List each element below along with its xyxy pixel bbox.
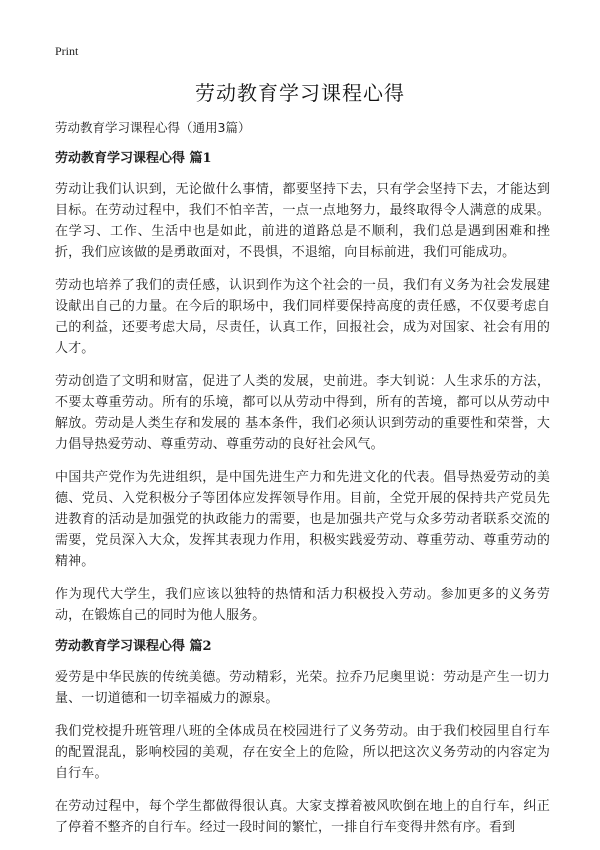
document-body [55, 119, 550, 850]
paragraph: 在劳动过程中，每个学生都做得很认真。大家支撑着被风吹倒在地上的自行车，纠正了停着不整齐的自行车。经过一段时间的繁忙，一排自行车变得井然有序。看到 [55, 799, 550, 835]
paragraph: 劳动创造了文明和财富，促进了人类的发展，史前进。李大钊说：人生求乐的方法，不要太尊重劳动。所有的乐境，都可以从劳动中得到，所有的苦境，都可以从劳动中解放。劳动是人类生存和发展的 基本条件，我们必须认识到劳动的重要性和荣誉，大力倡导热爱劳动、尊重劳动、尊重劳动的良好社会风气。 [55, 374, 550, 452]
paragraph: 劳动让我们认识到，无论做什么事情，都要坚持下去，只有学会坚持下去，才能达到目标。在劳动过程中，我们不怕辛苦，一点一点地努力，最终取得令人满意的成果。在学习、工作、生活中也是如此，前进的道路总是不顺利，我们总是遇到困难和挫折，我们应该做的是勇敢面对，不畏惧，不退缩，向目标前进，我们可能成功。 [55, 182, 550, 260]
paragraph: 我们党校提升班管理八班的全体成员在校园进行了义务劳动。由于我们校园里自行车的配置混乱，影响校园的美观，存在安全上的危险，所以把这次义务劳动的内容定为自行车。 [55, 724, 550, 781]
paragraph: 爱劳是中华民族的传统美德。劳动精彩，光荣。拉乔乃尼奥里说：劳动是产生一切力量、一切道德和一切幸福威力的源泉。 [55, 670, 550, 706]
print-link[interactable]: Print [55, 44, 79, 58]
paragraph: 作为现代大学生，我们应该以独特的热情和活力积极投入劳动。参加更多的义务劳动，在锻炼自己的同时为他人服务。 [55, 587, 550, 623]
paragraph: 中国共产党作为先进组织，是中国先进生产力和先进文化的代表。倡导热爱劳动的美德、党员、入党积极分子等团体应发挥领导作用。目前，全党开展的保持共产党员先进教育的活动是加强党的执政能力的需要，也是加强共产党与众多劳动者联系交流的需要，党员深入大众，发挥其表现力作用，积极实践爱劳动、尊重劳动、尊重劳动的精神。 [55, 470, 550, 569]
section-heading: 劳动教育学习课程心得 篇2 [55, 639, 212, 654]
document-subtitle: 劳动教育学习课程心得（通用3篇） [55, 120, 251, 135]
section-heading: 劳动教育学习课程心得 篇1 [55, 151, 212, 166]
paragraph: 劳动也培养了我们的责任感，认识到作为这个社会的一员，我们有义务为社会发展建设献出自己的力量。在今后的职场中，我们同样要保持高度的责任感，不仅要考虑自己的利益，还要考虑大局，尽责任，认真工作，回报社会，成为对国家、社会有用的人才。 [55, 278, 550, 356]
section-1 [55, 150, 550, 626]
page-title: 劳动教育学习课程心得 [195, 81, 405, 105]
section-2 [55, 638, 550, 838]
